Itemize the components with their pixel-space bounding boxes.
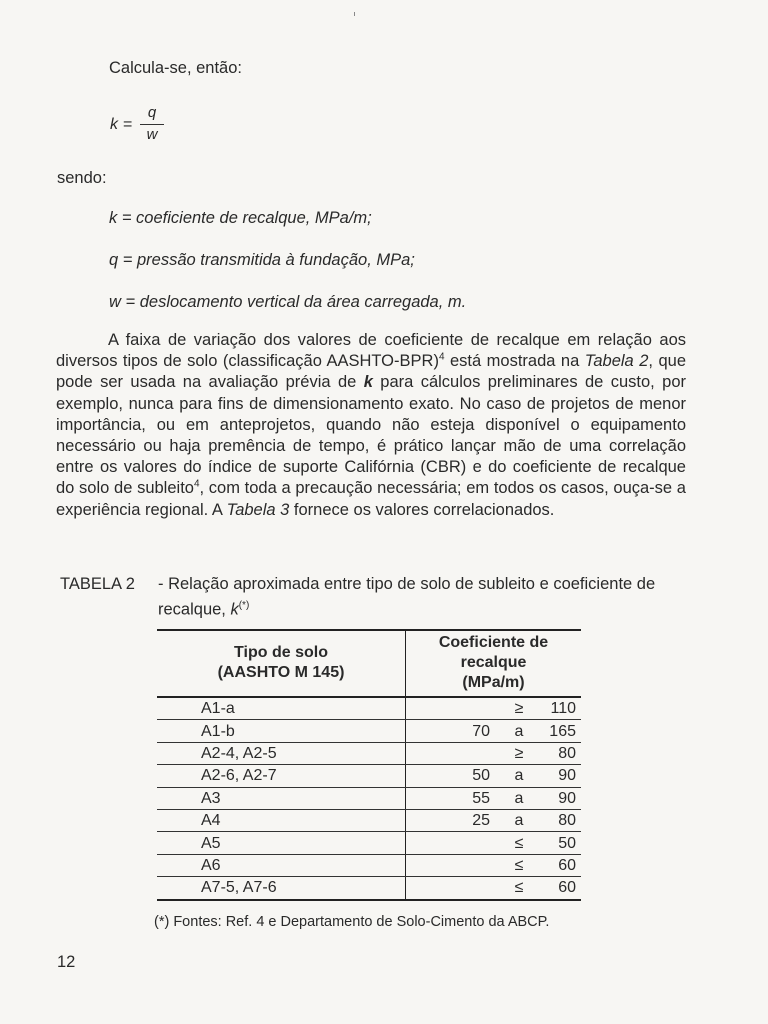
header-soil-type [157,630,406,697]
cell-soil: A4 [157,809,406,831]
range-high: 90 [558,767,576,785]
range-high: 60 [558,879,576,897]
range-high: 90 [558,789,576,807]
formula-numerator: q [147,104,157,121]
para-text-4: para cálculos preliminares de custo, por exemplo, nunca para fins de dimensionamento exato. No caso de projetos de menor importância, ou em anteprojetos, quando não esteja disponível o equipamento necessário ou haja premência de tempo, é prático lançar mão de uma correlação entre os valores do índice de suporte Califórnia (CBR) e do coeficiente de recalque do solo de subleito [56,373,686,498]
range-operator: ≥ [514,744,524,762]
range-low: 50 [472,767,490,785]
range-high: 50 [558,834,576,852]
range-operator: ≤ [514,856,524,874]
para-footnote-ref-1: 4 [438,351,445,363]
scan-speck [354,12,355,16]
range-operator: a [514,722,524,740]
table-row [157,697,581,720]
header-coefficient-line2: (MPa/m) [462,674,525,691]
cell-soil: A1-b [157,720,406,742]
range-operator: ≤ [514,879,524,897]
header-coefficient-line1: Coeficiente de recalque [438,634,549,671]
header-soil-type-line2: (AASHTO M 145) [217,664,345,681]
table-footnote: (*) Fontes: Ref. 4 e Departamento de Solo-Cimento da ABCP. [154,914,550,930]
range-high: 110 [550,700,576,718]
cell-range [406,742,582,764]
body-paragraph [56,330,686,521]
definition-q: q = pressão transmitida à fundação, MPa; [109,251,415,269]
para-k-symbol: k [363,373,373,392]
range-operator: ≤ [514,834,524,852]
table-caption-text [158,574,698,621]
range-low: 25 [472,812,490,830]
table-header-row [157,630,581,697]
page-number: 12 [57,953,76,971]
para-table-ref-1: Tabela 2 [584,352,649,371]
header-soil-type-line1: Tipo de solo [234,644,328,661]
range-operator: a [514,767,524,785]
para-table-ref-2: Tabela 3 [226,500,290,519]
cell-range [406,877,582,900]
cell-range [406,697,582,720]
formula-equals: = [123,116,133,133]
range-low: 55 [472,789,490,807]
cell-soil: A6 [157,854,406,876]
cell-range [406,832,582,854]
table-row [157,765,581,787]
fraction-bar [140,124,164,125]
para-text-3: , que pode ser usada na avaliação prévia de [56,352,686,392]
table-row [157,720,581,742]
cell-soil: A3 [157,787,406,809]
range-high: 80 [558,812,576,830]
range-high: 60 [558,856,576,874]
table-row [157,877,581,900]
sendo-label: sendo: [57,169,107,187]
table-row [157,809,581,831]
range-low: 70 [472,722,490,740]
cell-soil: A2-6, A2-7 [157,765,406,787]
table-row [157,854,581,876]
cell-range [406,854,582,876]
range-operator: ≥ [514,700,524,718]
range-operator: a [514,812,524,830]
table-row [157,742,581,764]
formula-k [110,104,170,148]
para-text-1: A faixa de variação dos valores de coeficiente de recalque em relação aos diversos tipos de solo (classificação AASHTO-BPR) [56,331,686,371]
cell-soil: A7-5, A7-6 [157,877,406,900]
range-high: 165 [549,722,576,740]
formula-denominator: w [146,126,158,143]
range-high: 80 [558,744,576,762]
cell-soil: A2-4, A2-5 [157,742,406,764]
cell-soil: A5 [157,832,406,854]
table-row [157,832,581,854]
cell-range [406,765,582,787]
intro-text: Calcula-se, então: [109,59,242,77]
soil-table [157,629,581,901]
para-text-6: fornece os valores correlacionados. [289,500,555,519]
table-caption-sup: (*) [238,600,250,611]
para-text-5: , com toda a precaução necessária; em todos os casos, ouça-se a experiência regional. A [56,479,686,519]
definition-k: k = coeficiente de recalque, MPa/m; [109,209,372,227]
cell-range [406,720,582,742]
table-row [157,787,581,809]
cell-range [406,787,582,809]
table-caption-k: k [230,600,239,619]
header-coefficient [406,630,582,697]
cell-range [406,809,582,831]
table-caption-desc: - Relação aproximada entre tipo de solo de subleito e coeficiente de recalque, [158,575,656,619]
para-text-2: está mostrada na [444,352,585,371]
para-footnote-ref-2: 4 [193,478,200,490]
definition-w: w = deslocamento vertical da área carregada, m. [109,293,467,311]
range-operator: a [514,789,524,807]
formula-lhs: k [110,116,118,133]
cell-soil: A1-a [157,697,406,720]
table-caption-label: TABELA 2 [60,575,135,593]
